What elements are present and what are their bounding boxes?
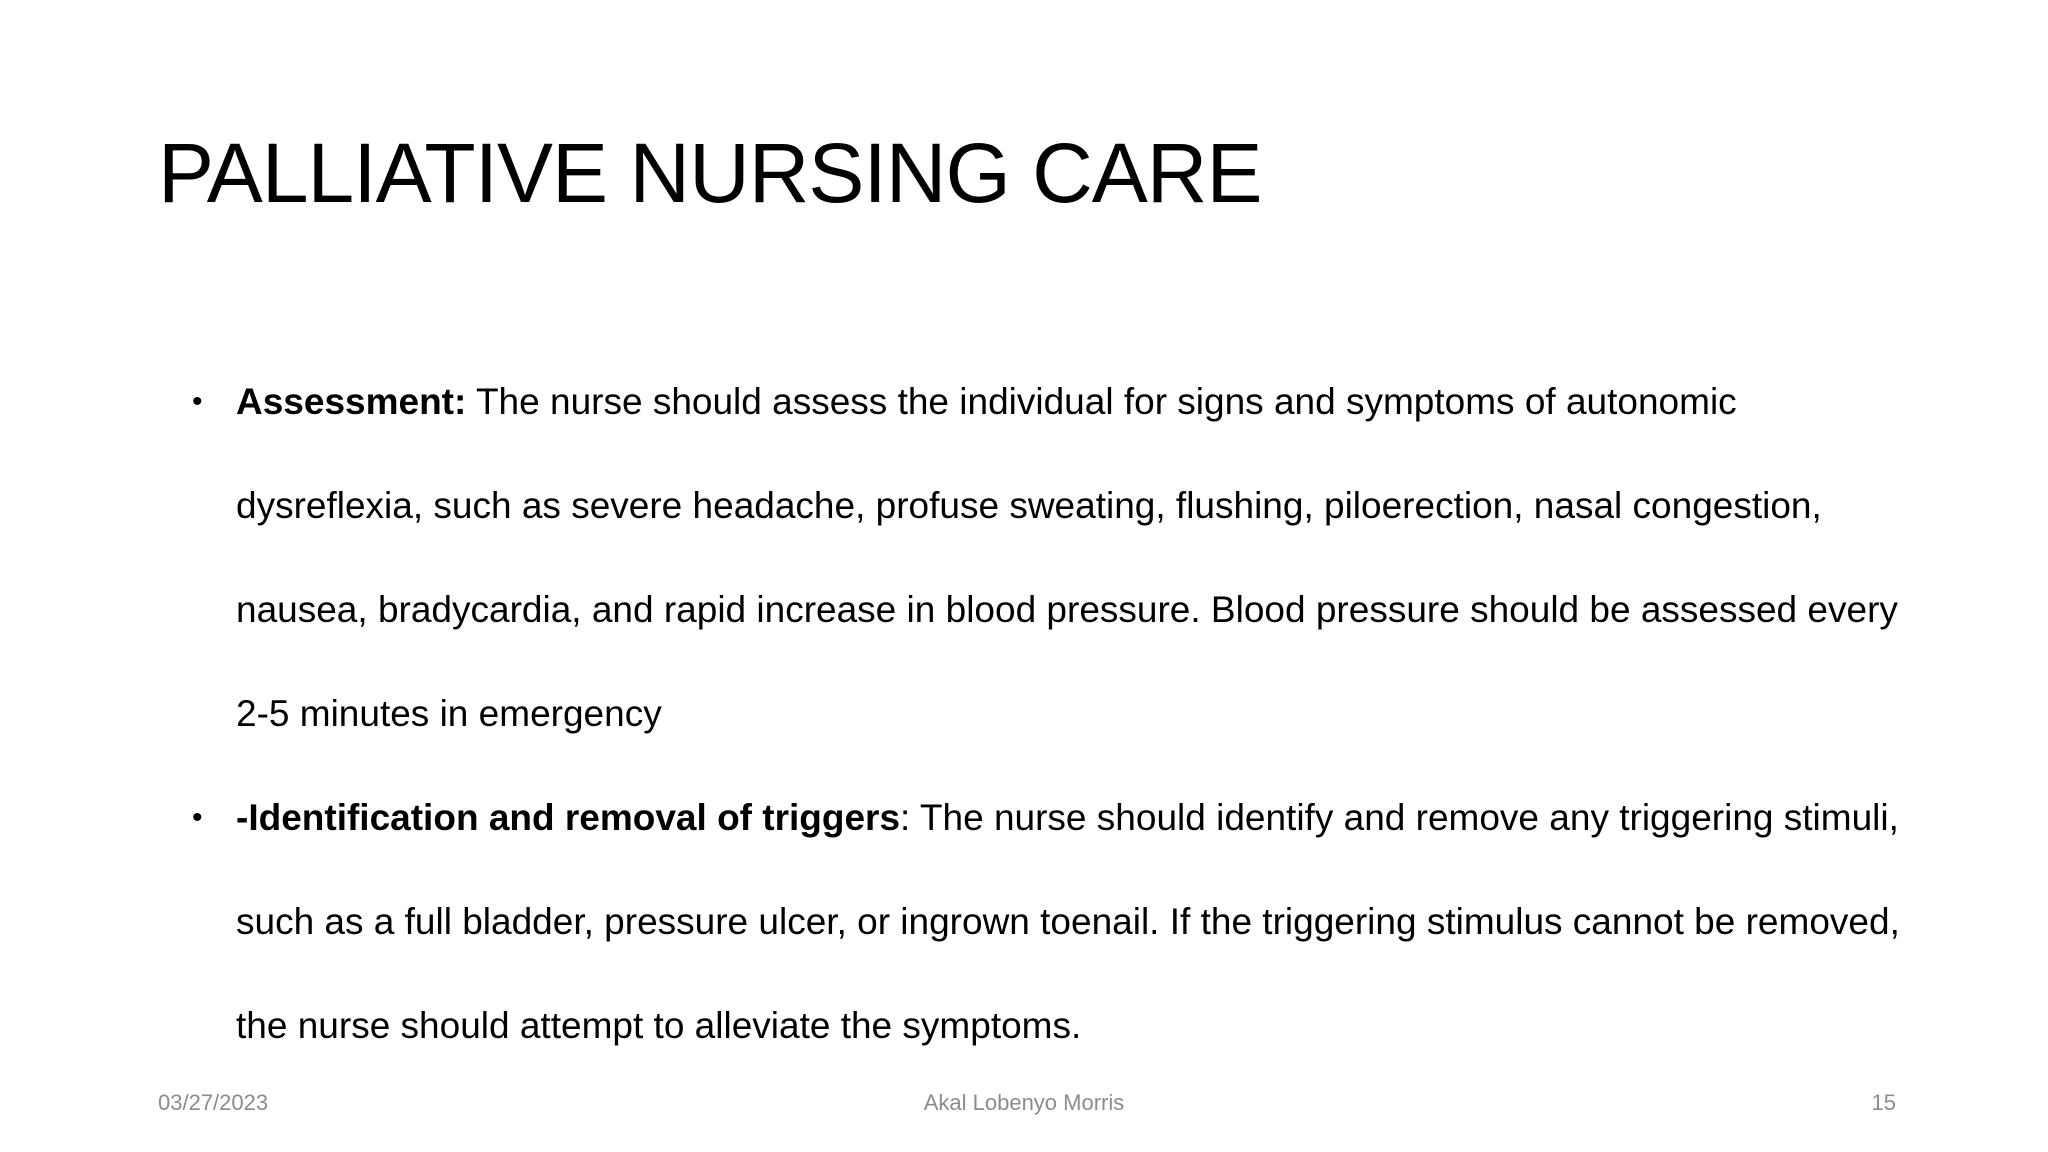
bullet-body-text: : The nurse should identify and remove any triggering stimuli, such as a full bladder, pressure ulcer, or ingrown toenail. If the triggering stimulus cannot be removed, the nurse should attempt to alleviate the symptoms. bbox=[236, 797, 1900, 1046]
bullet-assessment bbox=[192, 350, 1932, 766]
bullet-list bbox=[192, 350, 1932, 1078]
footer-date: 03/27/2023 bbox=[158, 1090, 269, 1115]
footer-author: Akal Lobenyo Morris bbox=[923, 1090, 1125, 1115]
bullet-dot-icon: • bbox=[192, 801, 203, 834]
bullet-body-text: The nurse should assess the individual for signs and symptoms of autonomic dysreflexia, such as severe headache, profuse sweating, flushing, piloerection, nasal congestion, nausea, bradycardia, and rapid increase in blood pressure. Blood pressure should be assessed every 2-5 minutes in emergency bbox=[236, 381, 1898, 734]
slide-title: PALLIATIVE NURSING CARE bbox=[158, 126, 1262, 220]
bullet-lead-text: Assessment: bbox=[236, 381, 467, 422]
footer-page-number: 15 bbox=[1871, 1090, 1896, 1115]
bullet-triggers bbox=[192, 766, 1932, 1078]
bullet-lead-text: -Identification and removal of triggers bbox=[236, 797, 901, 838]
bullet-dot-icon: • bbox=[192, 385, 203, 418]
